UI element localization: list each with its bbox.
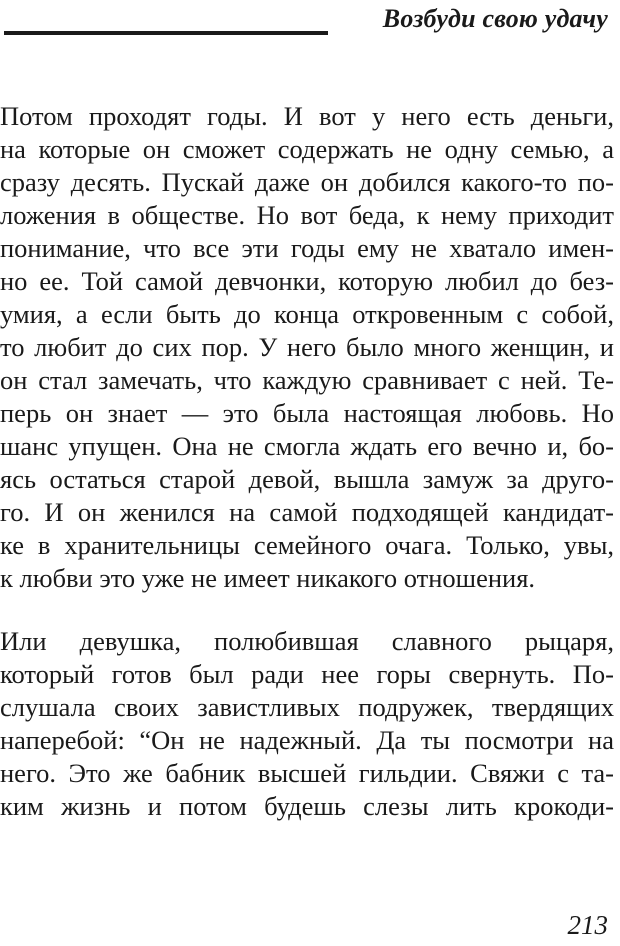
text-line: Или девушка, полюбившая славного рыцаря,	[0, 626, 614, 656]
paragraph-2	[0, 625, 614, 823]
text-line: Потом проходят годы. И вот у него есть деньги,	[0, 101, 614, 131]
text-line: наперебой: “Он не надежный. Да ты посмотри на	[0, 725, 614, 755]
text-line: то любит до сих пор. У него было много женщин, и	[0, 332, 614, 362]
text-line: к любви это уже не имеет никакого отношения.	[0, 563, 536, 593]
text-line: умия, а если быть до конца откровенным с собой,	[0, 299, 614, 329]
text-line: который готов был ради нее горы свернуть. По-	[0, 659, 614, 689]
text-line: перь он знает — это была настоящая любовь. Но	[0, 398, 614, 428]
text-line: ложения в обществе. Но вот беда, к нему приходит	[0, 200, 614, 230]
text-line: го. И он женился на самой подходящей кандидат-	[0, 497, 614, 527]
text-line: он стал замечать, что каждую сравнивает с ней. Те-	[0, 365, 614, 395]
text-line: слушала своих завистливых подружек, твердящих	[0, 692, 614, 722]
text-line: на которые он сможет содержать не одну семью, а	[0, 134, 614, 164]
header-rule	[4, 31, 328, 35]
text-line: ким жизнь и потом будешь слезы лить крокоди-	[0, 791, 614, 821]
text-line: него. Это же бабник высшей гильдии. Свяжи с та-	[0, 758, 614, 788]
text-line: сразу десять. Пускай даже он добился какого-то по-	[0, 167, 614, 197]
text-line: ке в хранительницы семейного очага. Только, увы,	[0, 530, 614, 560]
paragraph-1	[0, 100, 614, 595]
text-line: понимание, что все эти годы ему не хватало имен-	[0, 233, 614, 263]
running-title: Возбуди свою удачу	[382, 4, 608, 33]
page-number: 213	[567, 910, 608, 940]
text-line: ясь остаться старой девой, вышла замуж за друго-	[0, 464, 614, 494]
text-line: шанс упущен. Она не смогла ждать его вечно и, бо-	[0, 431, 614, 461]
text-line: но ее. Той самой девчонки, которую любил до без-	[0, 266, 614, 296]
